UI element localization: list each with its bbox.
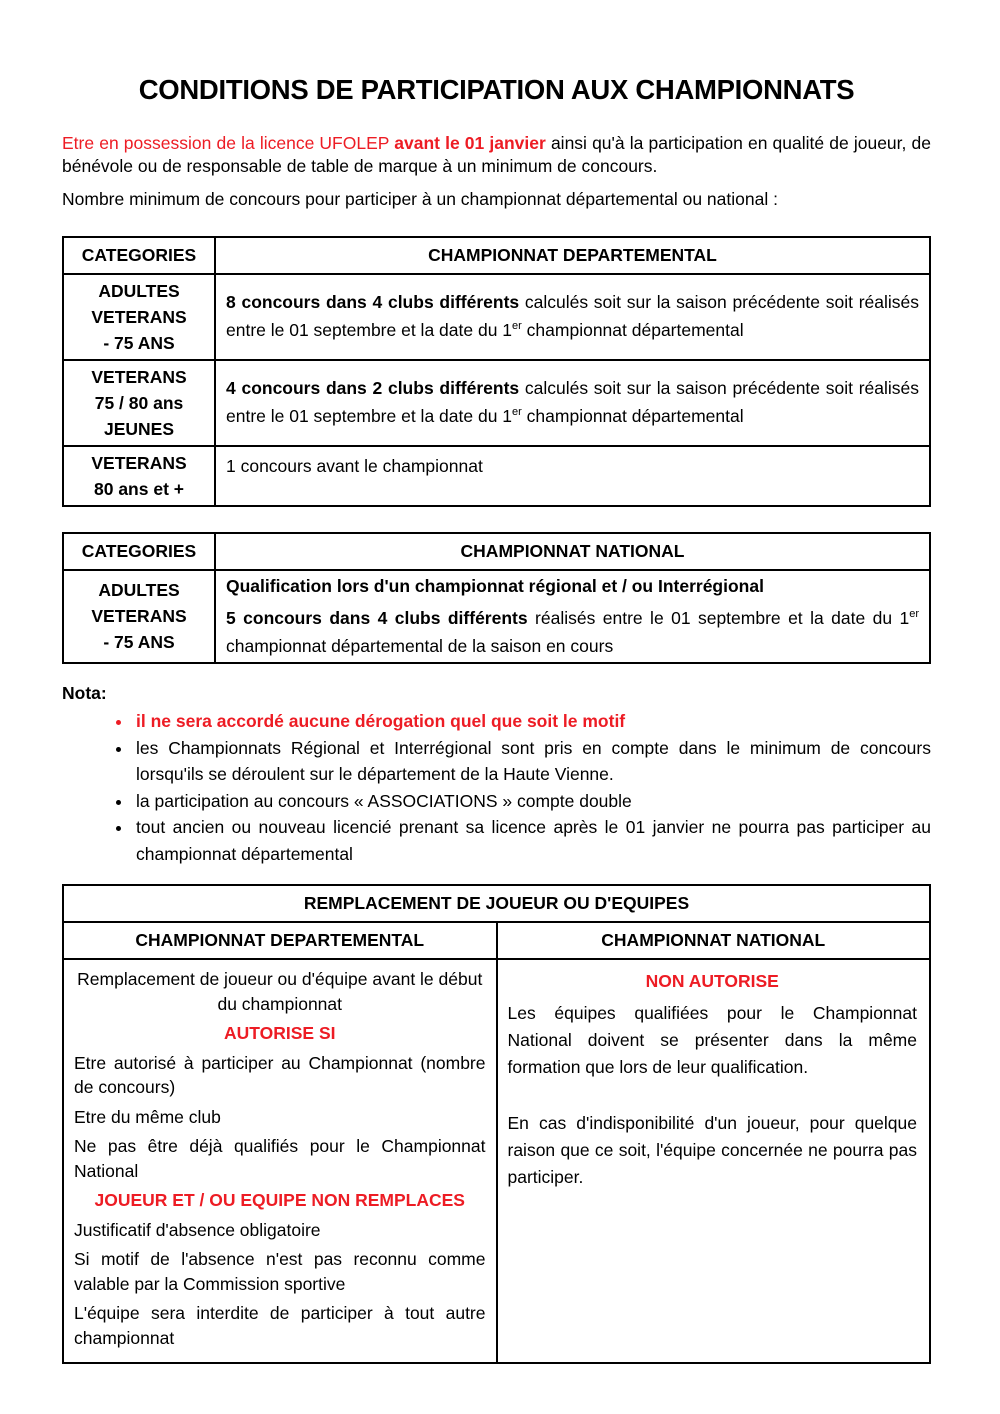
rule-line: Si motif de l'absence n'est pas reconnu comme valable par la Commission sportive (74, 1249, 486, 1294)
non-autorise-heading: NON AUTORISE (645, 971, 779, 991)
min-concours-line: Nombre minimum de concours pour participer à un championnat départemental ou national : (62, 189, 778, 209)
requirement-bold: 5 concours dans 4 clubs différents (226, 608, 528, 628)
header-categories: CATEGORIES (63, 533, 215, 570)
nota-item: • il ne sera accordé aucune dérogation quel que soit le motif (133, 708, 931, 735)
header-championnat-departemental: CHAMPIONNAT DEPARTEMENTAL (215, 237, 930, 274)
non-remplaces-heading: JOUEUR ET / OU EQUIPE NON REMPLACES (94, 1190, 465, 1210)
header-championnat-national: CHAMPIONNAT NATIONAL (497, 922, 931, 959)
table-header-row (63, 533, 930, 570)
requirement-cell: 1 concours avant le championnat (215, 446, 930, 506)
table-championnat-national (62, 532, 931, 665)
concours-line (226, 605, 919, 660)
requirement-text: championnat départemental (521, 319, 744, 340)
rule-line: L'équipe sera interdite de participer à tout autre championnat (74, 1303, 486, 1348)
autorise-si-heading: AUTORISE SI (223, 1023, 336, 1043)
ordinal-superscript: er (512, 405, 522, 418)
table-row (63, 274, 930, 360)
nota-label: Nota: (62, 683, 107, 703)
nota-list (62, 708, 931, 867)
remplacement-intro: Remplacement de joueur ou d'équipe avant le début du championnat (77, 969, 483, 1014)
qualification-line: Qualification lors d'un championnat régional et / ou Interrégional (226, 575, 764, 596)
ordinal-superscript: er (909, 608, 919, 621)
category-line: 80 ans et + (94, 478, 184, 499)
category-line: VETERANS (91, 306, 187, 327)
header-championnat-departemental: CHAMPIONNAT DEPARTEMENTAL (63, 922, 497, 959)
intro-red-bold-text: avant le 01 janvier (394, 133, 546, 153)
category-line: 75 / 80 ans (94, 392, 184, 413)
requirement-cell (215, 360, 930, 446)
table-header-row (63, 922, 930, 959)
rule-line: Etre autorisé à participer au Championnat (nombre de concours) (74, 1052, 486, 1097)
nota-item: • tout ancien ou nouveau licencié prenant sa licence après le 01 janvier ne pourra pas participer au championnat départemental (133, 814, 931, 867)
table-row (63, 446, 930, 506)
rule-line: Etre du même club (74, 1106, 221, 1127)
requirement-text: calculés soit sur la saison précédente soit réalisés entre le 01 septembre et la date du 1 (226, 378, 919, 426)
nota-item: • les Championnats Régional et Interrégional sont pris en compte dans le minimum de concours lorsqu'ils se déroulent sur le département de la Haute Vienne. (133, 735, 931, 788)
category-line: ADULTES (98, 580, 180, 601)
ordinal-superscript: er (512, 319, 522, 332)
category-line: - 75 ANS (103, 332, 175, 353)
table-title-row (63, 885, 930, 922)
category-cell (63, 274, 215, 360)
rule-line: Les équipes qualifiées pour le Championnat National doivent se présenter dans la même formation que lors de leur qualification. (507, 1003, 917, 1077)
header-categories: CATEGORIES (63, 237, 215, 274)
category-line: VETERANS (91, 366, 187, 387)
category-line: VETERANS (91, 606, 187, 627)
table-remplacement (62, 884, 931, 1364)
table-row (63, 360, 930, 446)
intro-red-text: Etre en possession de la licence UFOLEP (62, 133, 395, 153)
intro-black-text: ainsi qu'à la participation en qualité de joueur, de bénévole ou de responsable de table de marque à un minimum de concours. (62, 133, 931, 176)
category-line: VETERANS (91, 452, 187, 473)
departemental-rules-cell (63, 959, 497, 1363)
nota-item: • la participation au concours « ASSOCIATIONS » compte double (133, 788, 931, 815)
page-title: CONDITIONS DE PARTICIPATION AUX CHAMPIONNATS (138, 74, 855, 105)
remplacement-title: REMPLACEMENT DE JOUEUR OU D'EQUIPES (63, 885, 930, 922)
requirement-text: calculés soit sur la saison précédente soit réalisés entre le 01 septembre et la date du 1 (226, 292, 919, 340)
table-body-row (63, 959, 930, 1363)
rule-line: En cas d'indisponibilité d'un joueur, pour quelque raison que ce soit, l'équipe concernée ne pourra pas participer. (507, 1113, 917, 1187)
category-cell (63, 446, 215, 506)
requirement-text: réalisés entre le 01 septembre et la date du 1 (527, 608, 910, 628)
requirement-text: championnat départemental (521, 405, 744, 426)
rule-line: Ne pas être déjà qualifiés pour le Championnat National (74, 1136, 486, 1181)
national-rules-cell (497, 959, 931, 1363)
table-header-row (63, 237, 930, 274)
requirement-bold: 4 concours dans 2 clubs différents (226, 378, 520, 398)
table-championnat-departemental (62, 236, 931, 507)
category-line: - 75 ANS (103, 632, 175, 653)
category-cell (63, 570, 215, 664)
requirement-text: championnat départemental de la saison en cours (226, 635, 614, 656)
rule-line: Justificatif d'absence obligatoire (74, 1219, 321, 1240)
table-row (63, 570, 930, 664)
requirement-cell (215, 570, 930, 664)
nota-section (62, 682, 931, 867)
intro-paragraph (62, 132, 931, 177)
header-championnat-national: CHAMPIONNAT NATIONAL (215, 533, 930, 570)
category-line: ADULTES (98, 280, 180, 301)
category-cell (63, 360, 215, 446)
requirement-bold: 8 concours dans 4 clubs différents (226, 292, 520, 312)
category-line: JEUNES (103, 418, 175, 439)
requirement-cell (215, 274, 930, 360)
